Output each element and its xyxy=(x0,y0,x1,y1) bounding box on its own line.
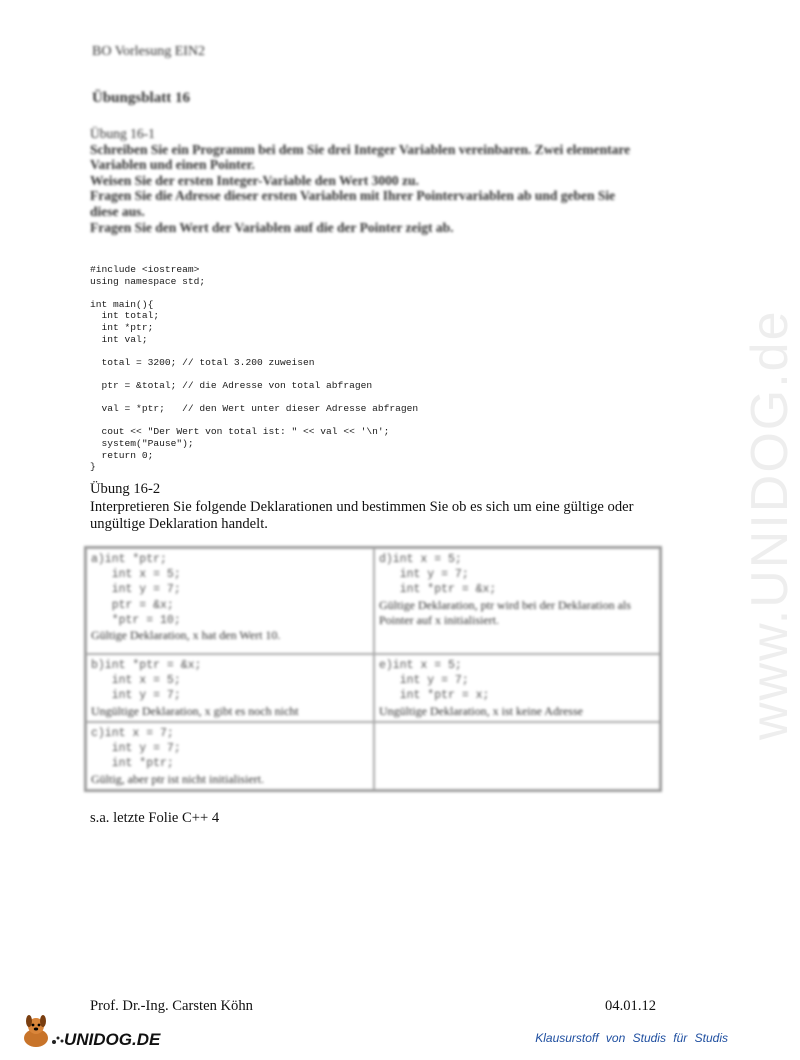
cell-note: Ungültige Deklaration, x gibt es noch nicht xyxy=(91,703,299,718)
cell-code: e)int x = 5; int y = 7; int *ptr = x; xyxy=(379,659,490,703)
cell-code: d)int x = 5; int y = 7; int *ptr = &x; xyxy=(379,553,497,597)
task-2 xyxy=(90,481,670,534)
cell-code: c)int x = 7; int y = 7; int *ptr; xyxy=(91,727,181,771)
task-1-line: Fragen Sie den Wert der Variablen auf die der Pointer zeigt ab. xyxy=(90,219,454,235)
table-cell xyxy=(86,548,374,654)
declarations-table xyxy=(84,546,662,792)
cell-code: a)int *ptr; int x = 5; int y = 7; ptr = &x; *ptr = 10; xyxy=(91,553,181,627)
table-cell xyxy=(86,654,374,722)
logo-wordmark: UNIDOG.DE xyxy=(64,1030,161,1049)
task-1-line: Schreiben Sie ein Programm bei dem Sie drei Integer Variablen vereinbaren. Zwei elementare xyxy=(90,141,631,157)
task-1 xyxy=(90,126,660,235)
site-watermark: www.UNIDOG.de xyxy=(741,309,799,740)
table-cell xyxy=(86,722,374,790)
cell-note: Gültige Deklaration, ptr wird bei der Deklaration als Pointer auf x initialisiert. xyxy=(379,597,631,627)
table-cell xyxy=(374,548,660,654)
cell-note: Gültig, aber ptr ist nicht initialisiert. xyxy=(91,771,264,786)
document-date: 04.01.12 xyxy=(605,998,657,1014)
brand-tagline: Klausurstoff von Studis für Studis xyxy=(535,1031,728,1045)
cell-code: b)int *ptr = &x; int x = 5; int y = 7; xyxy=(91,659,202,703)
author-name: Prof. Dr.-Ing. Carsten Köhn xyxy=(90,998,253,1014)
cell-note: Ungültige Deklaration, x ist keine Adresse xyxy=(379,703,583,718)
task-2-text: Interpretieren Sie folgende Deklarationen und bestimmen Sie ob es sich um eine gültige oder ungültige Deklaration handelt. xyxy=(90,498,634,533)
task-1-line: diese aus. xyxy=(90,203,145,219)
sheet-title: Übungsblatt 16 xyxy=(92,90,190,106)
task-2-label: Übung 16-2 xyxy=(90,481,161,497)
task-1-line: Weisen Sie der ersten Integer-Variable den Wert 3000 zu. xyxy=(90,172,419,188)
code-listing: #include <iostream> using namespace std; int main(){ int total; int *ptr; int val; total = 3200; // total 3.200 zuweisen ptr = &total; // die Adresse von total abfragen val = *ptr; // den Wert unter dieser Adresse abfragen cout << "Der Wert von total ist: " << val << '\n'; system("Pause"); return 0; } xyxy=(90,264,419,473)
slide-reference: s.a. letzte Folie C++ 4 xyxy=(90,810,220,826)
task-1-line: Fragen Sie die Adresse dieser ersten Variablen mit Ihrer Pointervariablen ab und geben Sie xyxy=(90,188,616,204)
task-1-label: Übung 16-1 xyxy=(90,126,155,141)
table-cell xyxy=(374,654,660,722)
dog-mascot-icon xyxy=(14,1012,174,1052)
task-1-line: Variablen und einen Pointer. xyxy=(90,157,255,173)
table-cell-empty xyxy=(374,722,660,790)
unidog-logo[interactable] xyxy=(14,1012,174,1052)
cell-note: Gültige Deklaration, x hat den Wert 10. xyxy=(91,628,281,643)
course-header: BO Vorlesung EIN2 xyxy=(92,44,206,59)
